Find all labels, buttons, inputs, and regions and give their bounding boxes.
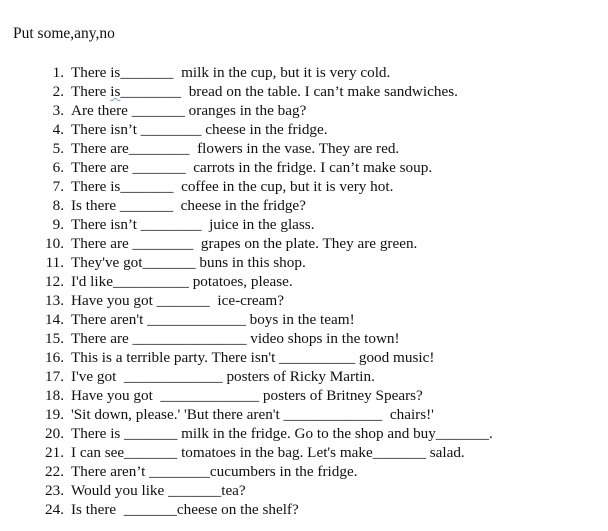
exercise-item xyxy=(0,329,608,348)
exercise-item xyxy=(0,386,608,405)
item-text: This is a terrible party. There isn't __________ good music! xyxy=(71,349,435,366)
item-number: 17. xyxy=(45,368,64,385)
spellcheck-mark: is xyxy=(110,83,121,100)
exercise-item xyxy=(0,158,608,177)
exercise-item xyxy=(0,139,608,158)
item-number: 24. xyxy=(45,501,64,518)
item-number: 14. xyxy=(45,311,64,328)
item-text: Is there _______ cheese in the fridge? xyxy=(71,197,306,214)
item-number: 6. xyxy=(52,159,64,176)
worksheet-title: Put some,any,no xyxy=(13,25,115,42)
item-number: 10. xyxy=(45,235,64,252)
item-text: There aren’t ________cucumbers in the fridge. xyxy=(71,463,358,480)
exercise-item xyxy=(0,82,608,101)
item-text: Have you got _____________ posters of Britney Spears? xyxy=(71,387,423,404)
exercise-list xyxy=(0,63,608,519)
item-text: There aren't _____________ boys in the team! xyxy=(71,311,355,328)
exercise-item xyxy=(0,443,608,462)
exercise-item xyxy=(0,462,608,481)
item-number: 19. xyxy=(45,406,64,423)
exercise-item xyxy=(0,272,608,291)
item-number: 4. xyxy=(52,121,64,138)
item-text: There are ________ grapes on the plate. They are green. xyxy=(71,235,418,252)
exercise-item xyxy=(0,196,608,215)
exercise-item xyxy=(0,424,608,443)
item-text: 'Sit down, please.' 'But there aren't _____________ chairs!' xyxy=(71,406,434,423)
item-number: 23. xyxy=(45,482,64,499)
exercise-item xyxy=(0,215,608,234)
item-text: Are there _______ oranges in the bag? xyxy=(71,102,307,119)
item-number: 11. xyxy=(45,254,64,271)
item-text: They've got_______ buns in this shop. xyxy=(71,254,306,271)
exercise-item xyxy=(0,120,608,139)
item-number: 9. xyxy=(52,216,64,233)
exercise-item xyxy=(0,348,608,367)
exercise-item xyxy=(0,500,608,519)
item-number: 15. xyxy=(45,330,64,347)
exercise-item xyxy=(0,101,608,120)
item-number: 8. xyxy=(52,197,64,214)
item-text: I've got _____________ posters of Ricky Martin. xyxy=(71,368,375,385)
item-text: There are _______ carrots in the fridge. I can’t make soup. xyxy=(71,159,433,176)
item-text: There isn’t ________ cheese in the fridge. xyxy=(71,121,328,138)
item-number: 20. xyxy=(45,425,64,442)
exercise-item xyxy=(0,177,608,196)
exercise-item xyxy=(0,405,608,424)
item-text: There isn’t ________ juice in the glass. xyxy=(71,216,315,233)
exercise-item xyxy=(0,234,608,253)
exercise-item xyxy=(0,253,608,272)
item-text: Have you got _______ ice-cream? xyxy=(71,292,284,309)
item-number: 21. xyxy=(45,444,64,461)
item-number: 3. xyxy=(52,102,64,119)
item-text: There is________ bread on the table. I can’t make sandwiches. xyxy=(71,83,458,100)
item-number: 16. xyxy=(45,349,64,366)
exercise-item xyxy=(0,291,608,310)
item-text: There are________ flowers in the vase. They are red. xyxy=(71,140,400,157)
item-text: There is _______ milk in the fridge. Go to the shop and buy_______. xyxy=(71,425,493,442)
exercise-item xyxy=(0,481,608,500)
item-number: 2. xyxy=(52,83,64,100)
exercise-item xyxy=(0,310,608,329)
exercise-item xyxy=(0,63,608,82)
item-number: 5. xyxy=(52,140,64,157)
item-text: There are _______________ video shops in the town! xyxy=(71,330,400,347)
item-number: 12. xyxy=(45,273,64,290)
item-number: 18. xyxy=(45,387,64,404)
item-number: 22. xyxy=(45,463,64,480)
item-text: Is there _______cheese on the shelf? xyxy=(71,501,299,518)
item-text: There is_______ coffee in the cup, but it is very hot. xyxy=(71,178,394,195)
exercise-item xyxy=(0,367,608,386)
item-number: 7. xyxy=(52,178,64,195)
item-text: Would you like _______tea? xyxy=(71,482,246,499)
item-number: 1. xyxy=(52,64,64,81)
item-text: I can see_______ tomatoes in the bag. Let's make_______ salad. xyxy=(71,444,465,461)
item-text: I'd like__________ potatoes, please. xyxy=(71,273,293,290)
item-text: There is_______ milk in the cup, but it is very cold. xyxy=(71,64,391,81)
item-number: 13. xyxy=(45,292,64,309)
